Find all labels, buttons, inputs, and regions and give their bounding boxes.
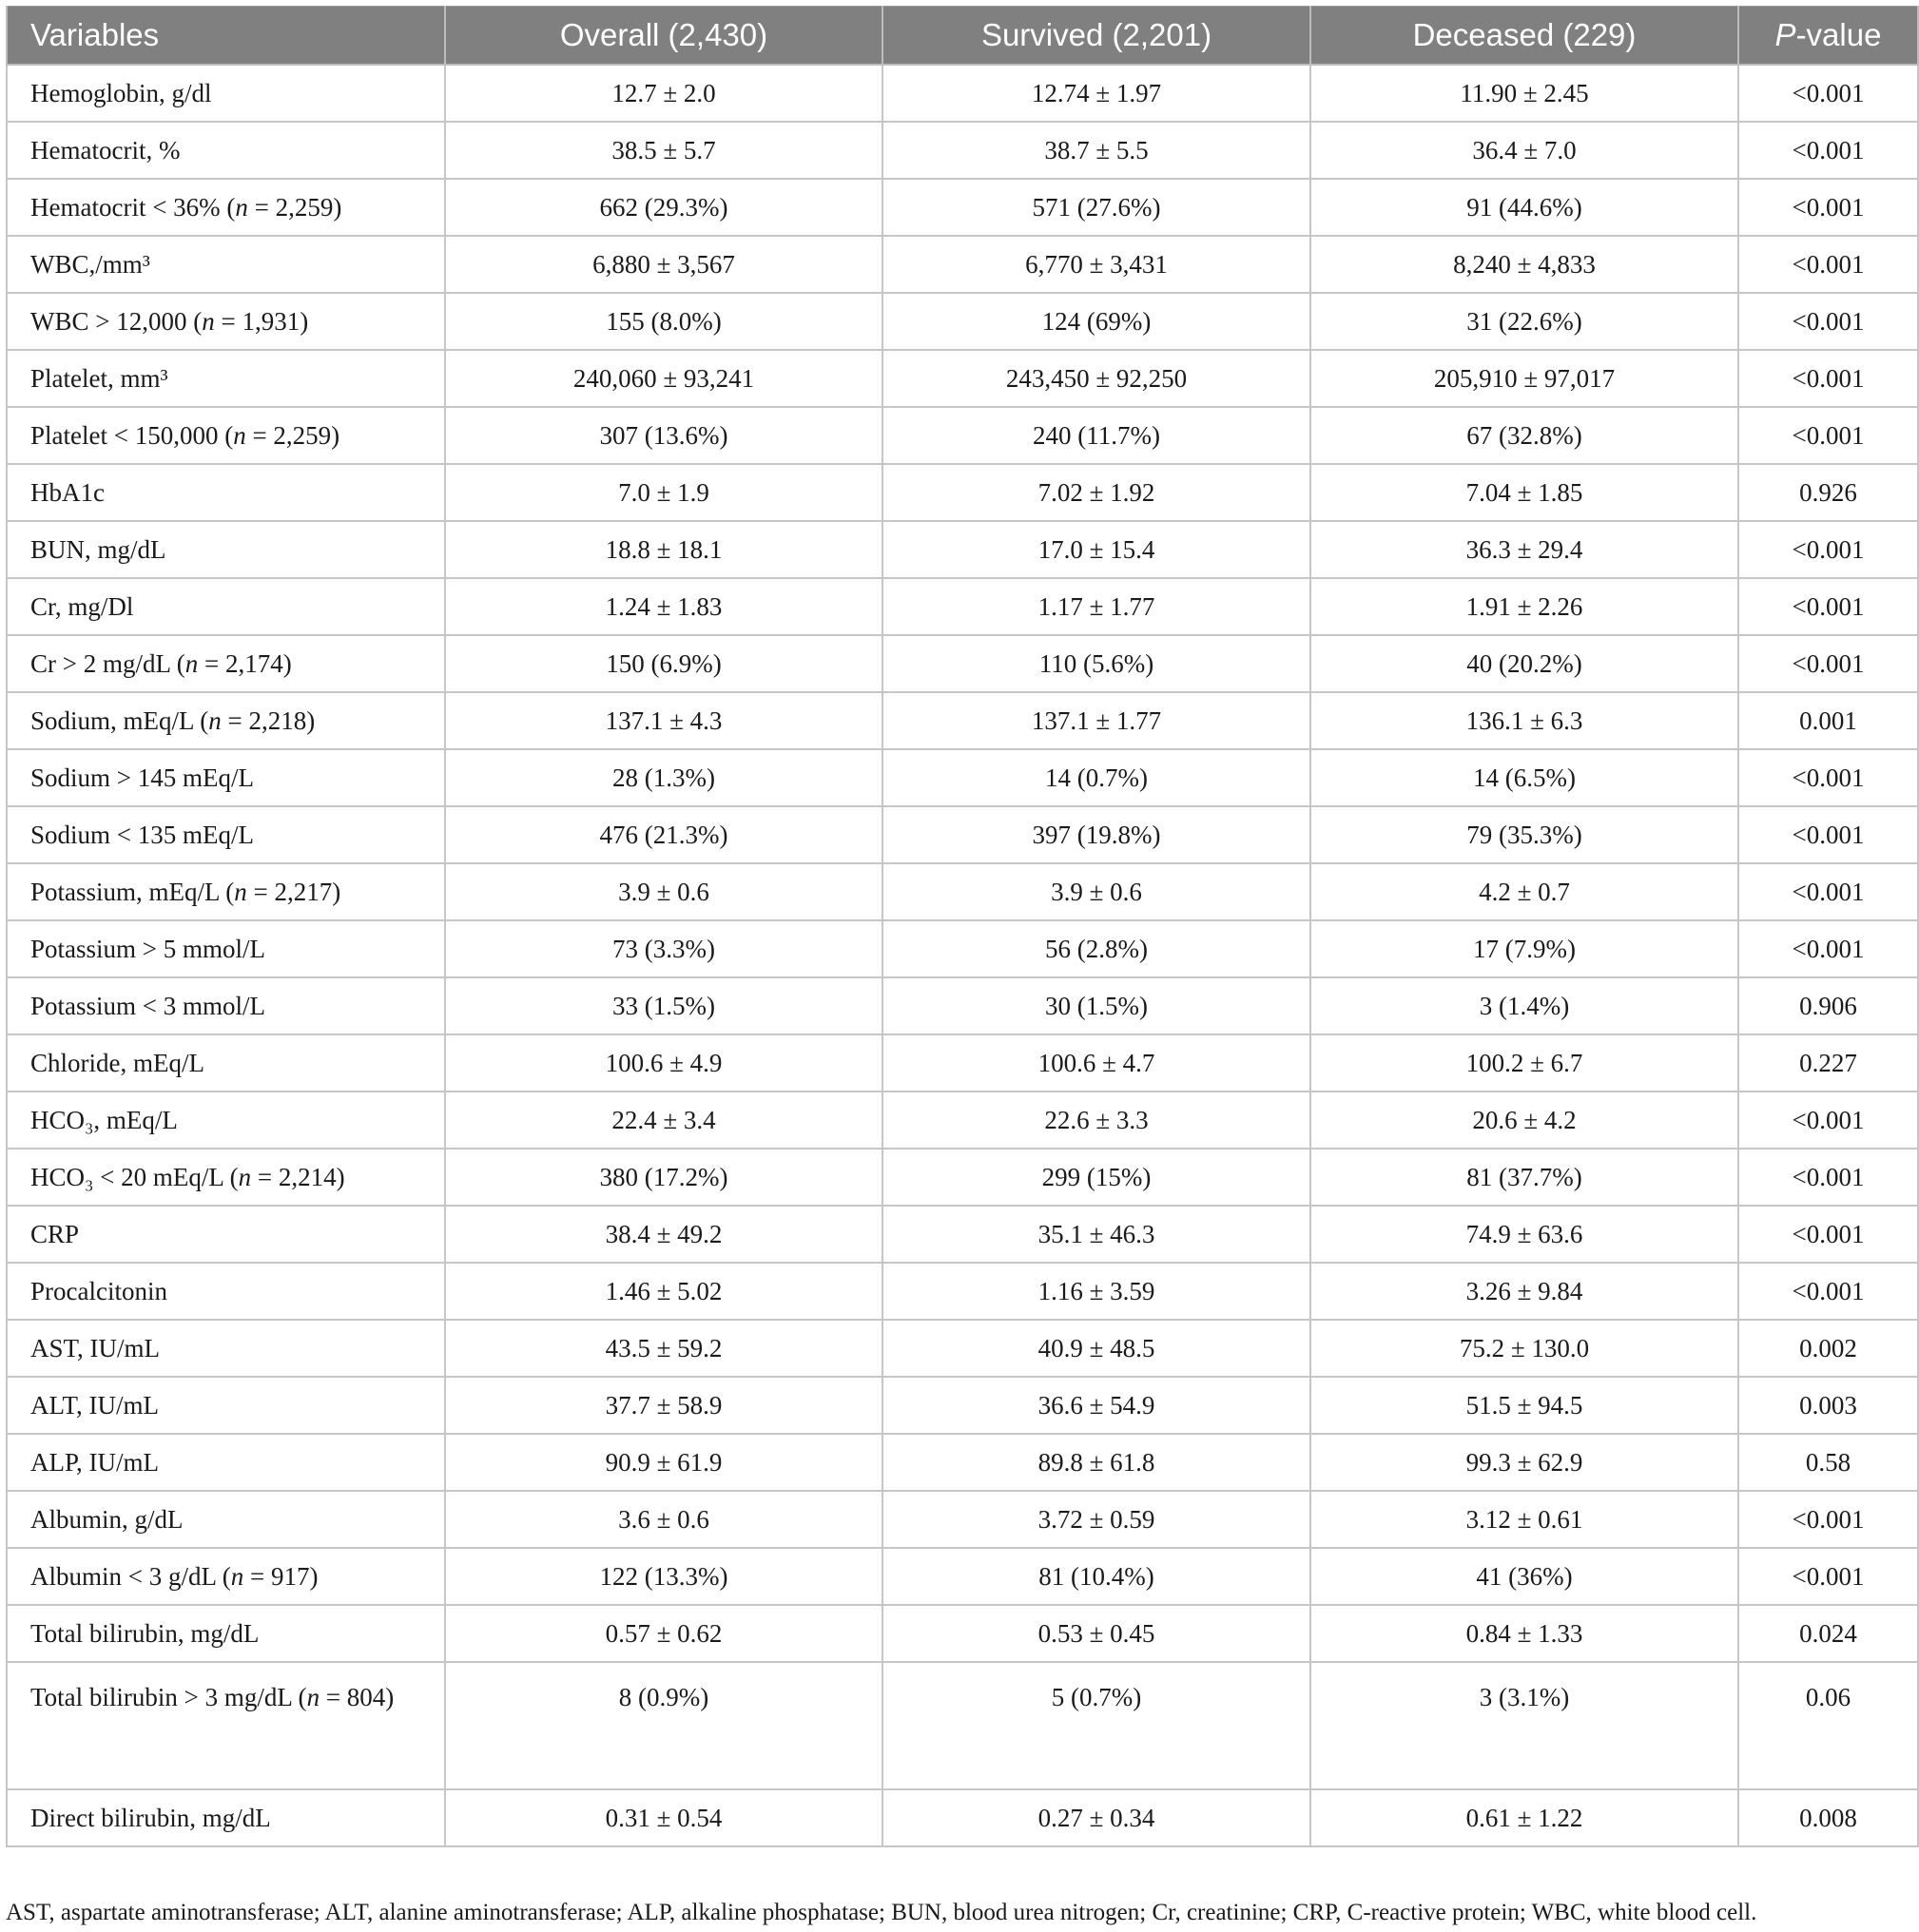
cell-overall: 38.5 ± 5.7	[445, 122, 882, 179]
cell-variable: Hematocrit, %	[7, 122, 445, 179]
cell-deceased: 100.2 ± 6.7	[1310, 1034, 1738, 1092]
table-row	[7, 521, 1918, 578]
cell-survived: 22.6 ± 3.3	[882, 1092, 1310, 1149]
cell-survived: 38.7 ± 5.5	[882, 122, 1310, 179]
cell-p-value: 0.906	[1738, 977, 1918, 1034]
cell-survived: 571 (27.6%)	[882, 179, 1310, 236]
cell-variable: ALP, IU/mL	[7, 1434, 445, 1491]
cell-deceased: 1.91 ± 2.26	[1310, 578, 1738, 635]
cell-survived: 81 (10.4%)	[882, 1548, 1310, 1605]
cell-survived: 56 (2.8%)	[882, 920, 1310, 977]
cell-survived: 0.27 ± 0.34	[882, 1789, 1310, 1846]
cell-p-value: <0.001	[1738, 806, 1918, 863]
table-row	[7, 1434, 1918, 1491]
cell-p-value: <0.001	[1738, 635, 1918, 692]
lab-results-table	[6, 6, 1919, 1847]
cell-p-value: <0.001	[1738, 407, 1918, 464]
cell-variable: Chloride, mEq/L	[7, 1034, 445, 1092]
cell-deceased: 7.04 ± 1.85	[1310, 464, 1738, 521]
cell-deceased: 36.3 ± 29.4	[1310, 521, 1738, 578]
cell-deceased: 74.9 ± 63.6	[1310, 1206, 1738, 1263]
cell-deceased: 81 (37.7%)	[1310, 1149, 1738, 1206]
cell-deceased: 3.26 ± 9.84	[1310, 1263, 1738, 1320]
cell-survived: 36.6 ± 54.9	[882, 1377, 1310, 1434]
cell-deceased: 20.6 ± 4.2	[1310, 1092, 1738, 1149]
cell-p-value: 0.002	[1738, 1320, 1918, 1377]
cell-survived: 3.9 ± 0.6	[882, 863, 1310, 920]
cell-variable: Hemoglobin, g/dl	[7, 65, 445, 122]
cell-overall: 137.1 ± 4.3	[445, 692, 882, 749]
cell-variable: Platelet < 150,000 (n = 2,259)	[7, 407, 445, 464]
cell-variable: HCO₃ < 20 mEq/L (n = 2,214)	[7, 1149, 445, 1206]
table-row	[7, 65, 1918, 122]
cell-survived: 110 (5.6%)	[882, 635, 1310, 692]
cell-variable: AST, IU/mL	[7, 1320, 445, 1377]
table-body	[7, 65, 1918, 1846]
cell-variable: Potassium < 3 mmol/L	[7, 977, 445, 1034]
header-overall: Overall (2,430)	[445, 7, 882, 66]
cell-deceased: 31 (22.6%)	[1310, 293, 1738, 350]
lab-results-table-container	[6, 6, 1917, 1847]
cell-p-value: <0.001	[1738, 65, 1918, 122]
cell-deceased: 3 (3.1%)	[1310, 1662, 1738, 1789]
cell-survived: 100.6 ± 4.7	[882, 1034, 1310, 1092]
cell-p-value: <0.001	[1738, 1548, 1918, 1605]
cell-survived: 243,450 ± 92,250	[882, 350, 1310, 407]
cell-overall: 33 (1.5%)	[445, 977, 882, 1034]
cell-overall: 3.9 ± 0.6	[445, 863, 882, 920]
cell-variable: Total bilirubin, mg/dL	[7, 1605, 445, 1662]
cell-deceased: 0.84 ± 1.33	[1310, 1605, 1738, 1662]
cell-variable: Procalcitonin	[7, 1263, 445, 1320]
cell-survived: 397 (19.8%)	[882, 806, 1310, 863]
cell-p-value: <0.001	[1738, 749, 1918, 806]
table-row	[7, 1377, 1918, 1434]
cell-overall: 22.4 ± 3.4	[445, 1092, 882, 1149]
cell-deceased: 17 (7.9%)	[1310, 920, 1738, 977]
cell-overall: 0.31 ± 0.54	[445, 1789, 882, 1846]
cell-deceased: 41 (36%)	[1310, 1548, 1738, 1605]
cell-overall: 38.4 ± 49.2	[445, 1206, 882, 1263]
cell-overall: 476 (21.3%)	[445, 806, 882, 863]
cell-p-value: 0.001	[1738, 692, 1918, 749]
cell-variable: HbA1c	[7, 464, 445, 521]
table-row	[7, 1548, 1918, 1605]
table-row	[7, 1320, 1918, 1377]
cell-survived: 1.16 ± 3.59	[882, 1263, 1310, 1320]
table-row	[7, 749, 1918, 806]
cell-deceased: 91 (44.6%)	[1310, 179, 1738, 236]
cell-variable: Potassium, mEq/L (n = 2,217)	[7, 863, 445, 920]
cell-variable: Platelet, mm³	[7, 350, 445, 407]
cell-survived: 35.1 ± 46.3	[882, 1206, 1310, 1263]
cell-deceased: 75.2 ± 130.0	[1310, 1320, 1738, 1377]
cell-deceased: 67 (32.8%)	[1310, 407, 1738, 464]
table-row	[7, 1605, 1918, 1662]
cell-overall: 150 (6.9%)	[445, 635, 882, 692]
table-row	[7, 1092, 1918, 1149]
cell-overall: 1.46 ± 5.02	[445, 1263, 882, 1320]
cell-p-value: 0.024	[1738, 1605, 1918, 1662]
cell-variable: Sodium < 135 mEq/L	[7, 806, 445, 863]
cell-overall: 73 (3.3%)	[445, 920, 882, 977]
cell-overall: 122 (13.3%)	[445, 1548, 882, 1605]
cell-overall: 100.6 ± 4.9	[445, 1034, 882, 1092]
cell-survived: 5 (0.7%)	[882, 1662, 1310, 1789]
cell-p-value: <0.001	[1738, 1491, 1918, 1548]
cell-deceased: 40 (20.2%)	[1310, 635, 1738, 692]
table-row	[7, 1789, 1918, 1846]
cell-overall: 7.0 ± 1.9	[445, 464, 882, 521]
table-row	[7, 1206, 1918, 1263]
cell-survived: 240 (11.7%)	[882, 407, 1310, 464]
cell-survived: 124 (69%)	[882, 293, 1310, 350]
cell-variable: Total bilirubin > 3 mg/dL (n = 804)	[7, 1662, 445, 1789]
cell-variable: Cr, mg/Dl	[7, 578, 445, 635]
table-row	[7, 122, 1918, 179]
cell-variable: Potassium > 5 mmol/L	[7, 920, 445, 977]
table-row	[7, 236, 1918, 293]
cell-p-value: <0.001	[1738, 293, 1918, 350]
cell-overall: 662 (29.3%)	[445, 179, 882, 236]
table-row	[7, 293, 1918, 350]
cell-survived: 0.53 ± 0.45	[882, 1605, 1310, 1662]
cell-p-value: 0.003	[1738, 1377, 1918, 1434]
table-row	[7, 407, 1918, 464]
table-row	[7, 464, 1918, 521]
cell-survived: 7.02 ± 1.92	[882, 464, 1310, 521]
cell-deceased: 99.3 ± 62.9	[1310, 1434, 1738, 1491]
table-row	[7, 920, 1918, 977]
cell-overall: 307 (13.6%)	[445, 407, 882, 464]
table-row	[7, 806, 1918, 863]
table-row	[7, 692, 1918, 749]
cell-variable: Albumin < 3 g/dL (n = 917)	[7, 1548, 445, 1605]
cell-survived: 40.9 ± 48.5	[882, 1320, 1310, 1377]
cell-deceased: 14 (6.5%)	[1310, 749, 1738, 806]
cell-p-value: <0.001	[1738, 350, 1918, 407]
header-row	[7, 7, 1918, 66]
cell-survived: 137.1 ± 1.77	[882, 692, 1310, 749]
cell-survived: 1.17 ± 1.77	[882, 578, 1310, 635]
cell-p-value: <0.001	[1738, 1263, 1918, 1320]
cell-p-value: 0.227	[1738, 1034, 1918, 1092]
table-row	[7, 863, 1918, 920]
table-row	[7, 1034, 1918, 1092]
cell-survived: 6,770 ± 3,431	[882, 236, 1310, 293]
table-row	[7, 578, 1918, 635]
cell-p-value: <0.001	[1738, 1149, 1918, 1206]
cell-overall: 155 (8.0%)	[445, 293, 882, 350]
table-row	[7, 179, 1918, 236]
cell-p-value: <0.001	[1738, 521, 1918, 578]
table-row	[7, 350, 1918, 407]
cell-overall: 3.6 ± 0.6	[445, 1491, 882, 1548]
cell-p-value: <0.001	[1738, 236, 1918, 293]
cell-p-value: 0.58	[1738, 1434, 1918, 1491]
cell-survived: 30 (1.5%)	[882, 977, 1310, 1034]
header-deceased: Deceased (229)	[1310, 7, 1738, 66]
cell-survived: 89.8 ± 61.8	[882, 1434, 1310, 1491]
cell-variable: HCO₃, mEq/L	[7, 1092, 445, 1149]
cell-variable: Sodium, mEq/L (n = 2,218)	[7, 692, 445, 749]
cell-variable: CRP	[7, 1206, 445, 1263]
cell-p-value: <0.001	[1738, 179, 1918, 236]
table-row	[7, 1263, 1918, 1320]
cell-variable: Albumin, g/dL	[7, 1491, 445, 1548]
cell-deceased: 36.4 ± 7.0	[1310, 122, 1738, 179]
cell-deceased: 8,240 ± 4,833	[1310, 236, 1738, 293]
cell-deceased: 0.61 ± 1.22	[1310, 1789, 1738, 1846]
cell-p-value: <0.001	[1738, 1092, 1918, 1149]
header-p-value: P-value	[1738, 7, 1918, 66]
cell-survived: 3.72 ± 0.59	[882, 1491, 1310, 1548]
cell-p-value: <0.001	[1738, 863, 1918, 920]
cell-overall: 8 (0.9%)	[445, 1662, 882, 1789]
cell-p-value: 0.008	[1738, 1789, 1918, 1846]
cell-overall: 43.5 ± 59.2	[445, 1320, 882, 1377]
cell-variable: Hematocrit < 36% (n = 2,259)	[7, 179, 445, 236]
cell-variable: Cr > 2 mg/dL (n = 2,174)	[7, 635, 445, 692]
table-row	[7, 635, 1918, 692]
cell-variable: Direct bilirubin, mg/dL	[7, 1789, 445, 1846]
cell-overall: 380 (17.2%)	[445, 1149, 882, 1206]
cell-overall: 6,880 ± 3,567	[445, 236, 882, 293]
table-row	[7, 1149, 1918, 1206]
cell-variable: BUN, mg/dL	[7, 521, 445, 578]
cell-overall: 28 (1.3%)	[445, 749, 882, 806]
cell-deceased: 205,910 ± 97,017	[1310, 350, 1738, 407]
cell-overall: 1.24 ± 1.83	[445, 578, 882, 635]
cell-overall: 18.8 ± 18.1	[445, 521, 882, 578]
cell-deceased: 11.90 ± 2.45	[1310, 65, 1738, 122]
cell-overall: 90.9 ± 61.9	[445, 1434, 882, 1491]
cell-p-value: 0.926	[1738, 464, 1918, 521]
cell-deceased: 79 (35.3%)	[1310, 806, 1738, 863]
cell-deceased: 51.5 ± 94.5	[1310, 1377, 1738, 1434]
cell-survived: 14 (0.7%)	[882, 749, 1310, 806]
header-variables: Variables	[7, 7, 445, 66]
cell-variable: ALT, IU/mL	[7, 1377, 445, 1434]
cell-p-value: <0.001	[1738, 122, 1918, 179]
cell-overall: 37.7 ± 58.9	[445, 1377, 882, 1434]
table-footnote: AST, aspartate aminotransferase; ALT, alanine aminotransferase; ALP, alkaline phosphatase; BUN, blood urea nitrogen; Cr, creatinine; CRP, C-reactive protein; WBC, white blood cell.	[6, 1900, 1757, 1925]
cell-variable: WBC,/mm³	[7, 236, 445, 293]
header-survived: Survived (2,201)	[882, 7, 1310, 66]
cell-p-value: <0.001	[1738, 578, 1918, 635]
cell-variable: Sodium > 145 mEq/L	[7, 749, 445, 806]
cell-p-value: <0.001	[1738, 1206, 1918, 1263]
cell-overall: 240,060 ± 93,241	[445, 350, 882, 407]
table-row	[7, 1491, 1918, 1548]
cell-survived: 299 (15%)	[882, 1149, 1310, 1206]
cell-deceased: 136.1 ± 6.3	[1310, 692, 1738, 749]
cell-overall: 0.57 ± 0.62	[445, 1605, 882, 1662]
cell-p-value: <0.001	[1738, 920, 1918, 977]
table-row	[7, 1662, 1918, 1789]
cell-deceased: 3.12 ± 0.61	[1310, 1491, 1738, 1548]
cell-overall: 12.7 ± 2.0	[445, 65, 882, 122]
cell-survived: 12.74 ± 1.97	[882, 65, 1310, 122]
cell-deceased: 3 (1.4%)	[1310, 977, 1738, 1034]
cell-deceased: 4.2 ± 0.7	[1310, 863, 1738, 920]
cell-p-value: 0.06	[1738, 1662, 1918, 1789]
cell-variable: WBC > 12,000 (n = 1,931)	[7, 293, 445, 350]
cell-survived: 17.0 ± 15.4	[882, 521, 1310, 578]
table-row	[7, 977, 1918, 1034]
